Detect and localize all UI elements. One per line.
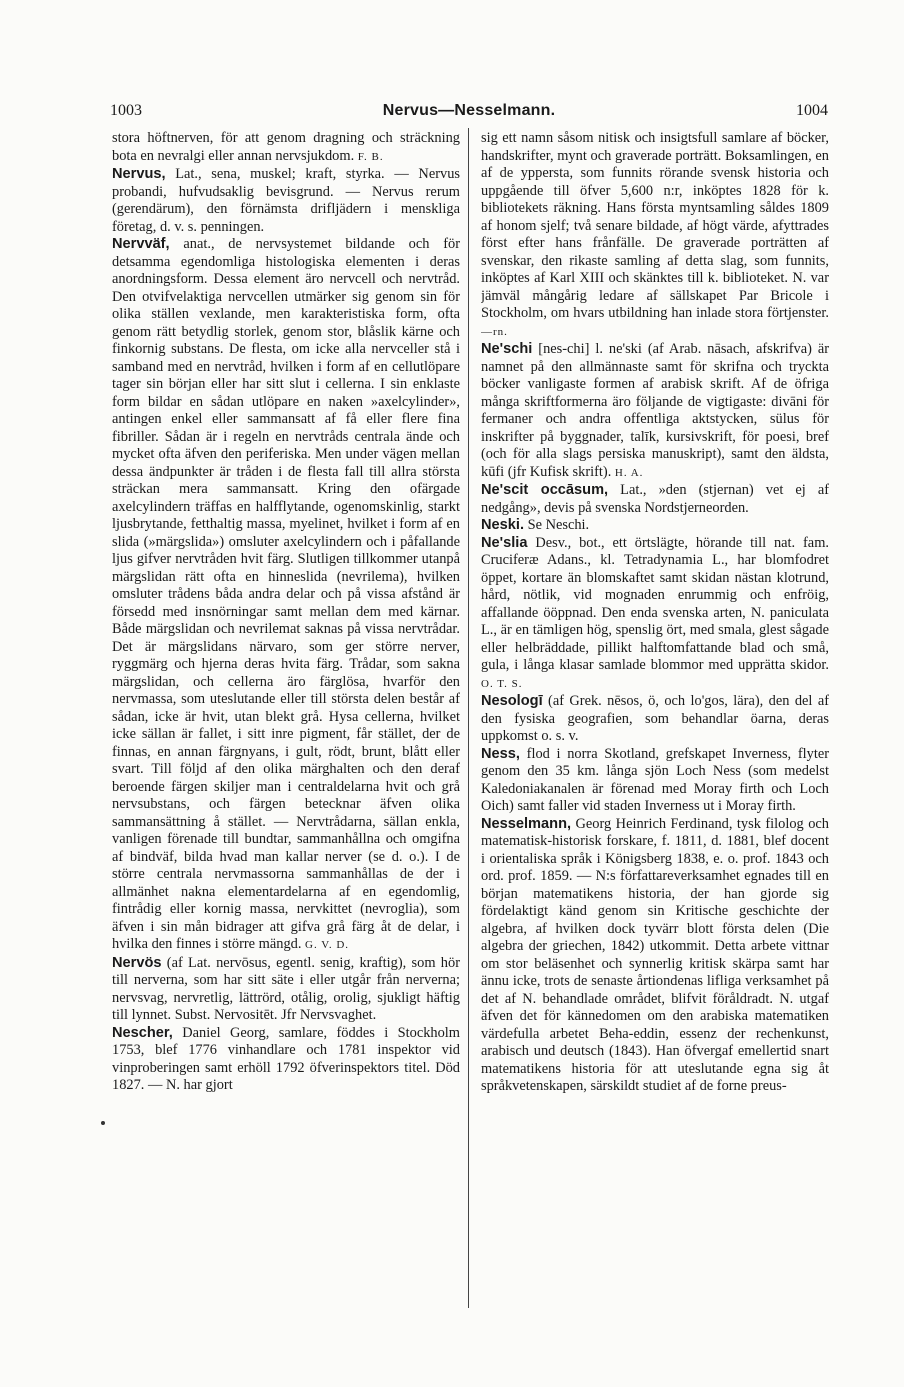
entry-signature: O. T. S. (481, 677, 523, 690)
right-column (481, 130, 829, 1360)
headword: Ne'scit occāsum, (481, 482, 609, 498)
entry-nervus: Nervus, Lat., sena, muskel; kraft, styrka. — Nervus probandi, hufvudsaklig bevisgrund. — Nervus rerum (gerendärum), den förnämsta drifljädern i menskliga företag, d. v. s. penningen. (112, 166, 460, 235)
running-title: Nervus—Nesselmann. (382, 102, 556, 119)
entry-signature: —rn. (481, 325, 508, 338)
entry-nesologi: Nesologī (af Grek. nēsos, ö, och lo'gos, lära), den del af den fysiska geografien, som behandlar öarna, deras uppkomst o. s. v. (481, 693, 829, 744)
entry-nescher-continuation: sig ett namn såsom nitisk och insigtsfull samlare af böcker, handskrifter, mynt och graverade porträtt. Boksamlingen, en af de yppersta, som funnits rörande svensk historia och uppgående till öfver 5,600 n:r, inköptes 1828 för k. bibliotekets räkning. Hans första myntsamling såldes 1809 af honom sjelf; två senare bildade, af högt värde, afyttrades först efter hans frånfälle. De graverade porträtten af svenskar, den rikaste samling af detta slag, som funnits, inköptes af Karl XIII och skänktes till k. biblioteket. N. var jämväl mångårig ledare af sällskapet Par Bricole i Stockholm, om hvars utbildning han inlade stora förtjenster. —rn. (481, 130, 829, 338)
entry-continuation: stora höftnerven, för att genom dragning och sträckning bota en nevralgi eller annan nervsjukdom. F. B. (112, 130, 460, 164)
entry-signature: G. V. D. (305, 939, 350, 951)
entry-neschi: Ne'schi [nes-chi] l. ne'ski (af Arab. nāsach, afskrifva) är namnet på den allmännaste samt för skrifna och tryckta böcker vanligaste formen af arabisk skrift. Af de öfriga många skriftformerna äro följande de vigtigaste: divāni för fermaner och andra offentliga aktstycken, sülus för inskrifter på byggnader, talīk, kursivskrift, för poesi, bref (och för alla slags persiska manuskript), samt den äldsta, kūfi (jfr Kufisk skrift). H. A. (481, 341, 829, 480)
headword: Neski. (481, 517, 524, 533)
entry-ness: Ness, flod i norra Skotland, grefskapet Inverness, flyter genom den 35 km. långa sjön Loch Ness (som medelst Kaledoniakanalen är förenad med Moray firth och Loch Oich) samt faller vid staden Inverness ut i Moray firth. (481, 745, 829, 814)
headword: Ne'schi (481, 341, 533, 357)
headword: Nervväf, (112, 236, 170, 252)
margin-mark (101, 1121, 105, 1125)
page-number-right: 1004 (796, 102, 828, 119)
headword: Nervös (112, 954, 162, 971)
page-header (110, 102, 828, 124)
entry-neski: Neski. Se Neschi. (481, 517, 590, 533)
entry-nescher: Nescher, Daniel Georg, samlare, föddes i Stockholm 1753, blef 1776 vinhandlare och 1781 inspektor vid vinproberingen samt erhöll 1792 öfverinspektors titel. Död 1827. — N. har gjort (112, 1024, 460, 1093)
entry-nervos: Nervös (af Lat. nervōsus, egentl. senig, kraftig), som hör till nerverna, som har sitt säte i eller utgår från nerverna; nervsvag, nervretlig, lättrörd, otålig, orolig, sjukligt häftig till lynnet. Subst. Nervositēt. Jfr Nervsvaghet. (112, 954, 460, 1023)
page-number-left: 1003 (110, 102, 142, 119)
entry-nervvaf: Nervväf, anat., de nervsystemet bildande och för detsamma egendomliga histologiska elementen i deras anordningsform. Dessa element äro nervcell och nervtråd. Den otvifvelaktiga nervcellen utmärker sig genom sin för olika ställen vexlande, men karakteristiska form, ofta genom rätt betydlig storlek, genom stor, blåslik kärne och finkornig substans. De flesta, om icke alla nervceller stå i samband med en nervtråd, hvilken i form af en cellutlöpare tager sin början eller har sitt slut i cellerna. I sin enklaste form bildar en sådan utlöpare en naken »axelcylinder», antingen enkel eller sammansatt af få eller flere fina fibriller. Sådan är i regeln en nervtråds centrala ände och mycket ofta äfven den periferiska. Men under vägen mellan dessa ändpunkter är tråden i de flesta fall till allra största sträckan mera sammansatt. Kring den ofärgade axelcylindern träffas en halfflytande, ogenomskinlig, starkt ljusbrytande, fetthaltig massa, myelinet, hvilket i form af en slida (»märgslida») omsluter axelcylindern och i påfallande ljus gifver nervtråden hvit färg. Slutligen tillkommer utanpå märgslidan rätt ofta en hinneslida (nevrilema), hvilken omsluter trådens båda andra delar och på vissa afstånd är försedd med insnörningar samt mellan dem med kärnar. Både märgslidan och nevrilemat saknas på vissa nervtrådar. Det är märgslidans närvaro, som ger större nerver, ryggmärg och hjerna deras hvita färg. Trådar, som sakna märgslidan, och cellerna äro färglösa, hvarför den nervmassa, som uteslutande eller till största delen består af sådan, icke är hvit, utan blekt grå. Hysa cellerna, hvilket icke sällan är fallet, i sitt inre pigment, får stället, der de finnas, en annan färgnyans, i gult, rödt, brunt, blått eller svart. Till följd af den olika märghalten och den deraf beroende färgen skiljer man i centraldelarna hvit och grå nervsubstans, och färgen betecknar äfven olika sammansättning å stället. — Nervtrådarna, sällan enkla, vanligen förenade till bundtar, sammanhållna och omgifna af bindväf, bilda hvad man kallar nerver (se d. o.). I de större centrala nervmassorna sammanhållas de der i allmänhet nakna elementardelarna af en egendomlig, fintrådig eller kornig massa, nervkittet (nevroglia), som äfven i sin mån bidrager att gifva grå färg åt de delar, i hvilka den finnes i större mängd. G. V. D. (112, 236, 460, 952)
entry-neslia: Ne'slia Desv., bot., ett örtslägte, hörande till nat. fam. Cruciferæ Adans., kl. Tetradynamia L., har blomfodret öppet, kortare än blomskaftet samt skidan nästan klotrund, hård, nötlik, vid mognaden enrummig och enfröig, affallande ööppnad. Den enda svenska arten, N. paniculata L., är en tämligen hög, spenslig ört, med smala, glest sågade eller helbräddade, pillikt halftomfattande blad och små, gula, i långa klasar samlade blommor med upprätta skidor. O. T. S. (481, 534, 829, 690)
entry-nescit-occasum: Ne'scit occāsum, Lat., »den (stjernan) vet ej af nedgång», devis på svenska Nordstjerneorden. (481, 482, 829, 516)
headword: Nesologī (481, 693, 543, 709)
entry-signature: F. B. (357, 150, 384, 163)
left-column (112, 130, 460, 1360)
headword: Ness, (481, 745, 520, 762)
headword: Nesselmann, (481, 815, 572, 832)
entry-nesselmann: Nesselmann, Georg Heinrich Ferdinand, tysk filolog och matematisk-historisk forskare, f. 1811, d. 1881, blef docent i orientaliska språk i Königsberg 1838, e. o. prof. 1843 och ord. prof. 1859. — N:s författareverksamhet egnades till en början matematikens historia, der han gjorde sig fördelaktigt känd genom sin Kritische geschichte der algebra, af hvilken dock tyvärr blott första delen (Die algebra der griechen, 1842) utkommit. Detta arbete vittnar om stor beläsenhet och synnerlig kritisk skärpa samt har ännu icke, trots de senaste årtiondenas lifliga verksamhet på det af N. behandlade området, blifvit föråldradt. N. utgaf äfven det för kännedomen om den arabiska matematiken värdefulla arbetet Beha-eddin, essenz der rechenkunst, arabisch und deutsch (1843). Han öfvergaf emellertid snart matematikens historia för att uteslutande egna sig åt språkvetenskapen, särskildt studiet af de forne preus- (481, 815, 829, 1094)
headword: Nervus, (112, 166, 166, 182)
headword: Nescher, (112, 1024, 173, 1041)
column-divider (468, 128, 469, 1308)
entry-signature: H. A. (614, 466, 644, 479)
headword: Ne'slia (481, 534, 528, 551)
